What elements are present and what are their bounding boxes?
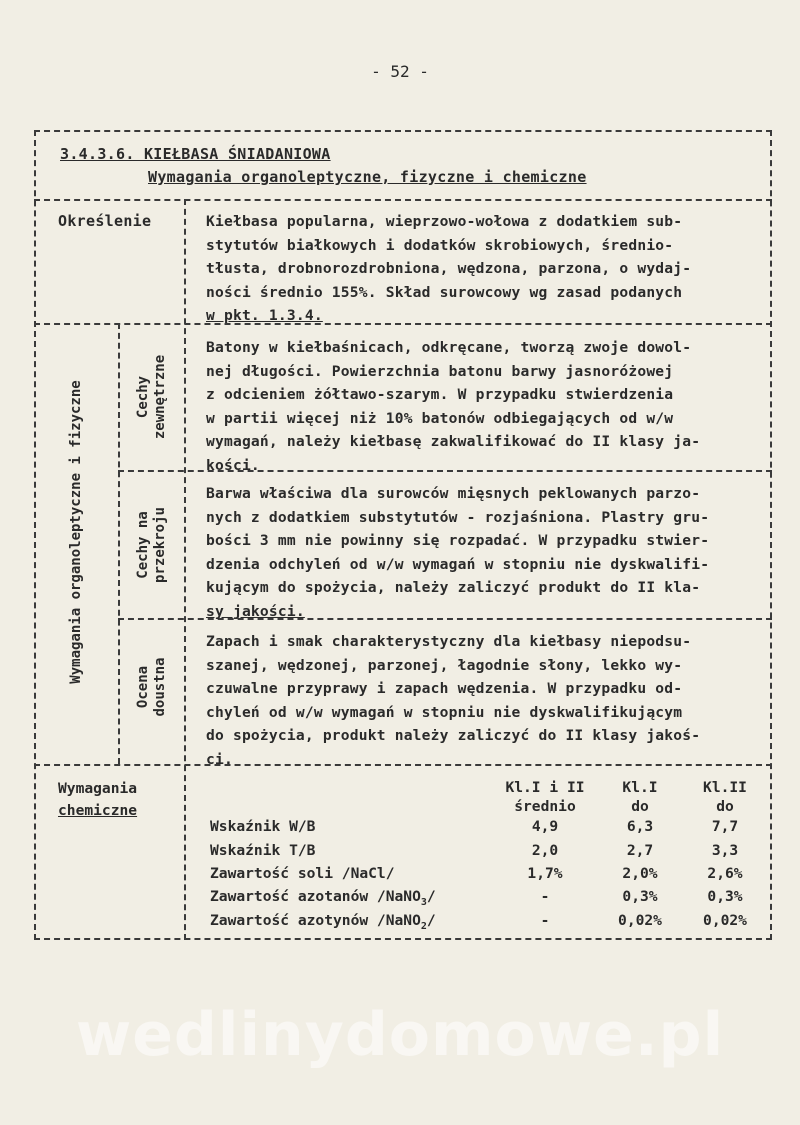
text-line: szanej, wędzonej, parzonej, łagodnie słony, lekko wy- xyxy=(206,656,683,674)
table-cell: - xyxy=(540,912,550,929)
definition-text xyxy=(206,210,758,328)
text-line: sy jakości. xyxy=(206,602,305,620)
row-name-text: Zawartość azotynów /NaNO xyxy=(210,912,421,929)
table-cell: 7,7 xyxy=(711,818,739,835)
text-line: stytutów białkowych i dodatków skrobiowych, średnio- xyxy=(206,236,674,254)
table-cell: - xyxy=(540,888,550,905)
row-name-subscript: 3 xyxy=(420,896,427,908)
table-cell: 0,3% xyxy=(707,888,743,905)
column-header-line: Kl.II xyxy=(703,779,747,796)
text-line: z odcieniem żółtawo-szarym. W przypadku stwierdzenia xyxy=(206,386,674,403)
text-line: tłusta, drobnorozdrobniona, wędzona, parzona, o wydaj- xyxy=(206,260,692,277)
column-header-line: do xyxy=(716,798,734,815)
row-label-line: Ocena xyxy=(135,665,151,709)
row-label-line: zewnętrzne xyxy=(152,354,168,440)
table-cell: 2,6% xyxy=(707,865,743,882)
chemical-label xyxy=(58,778,137,822)
table-cell: 0,3% xyxy=(622,888,658,905)
row-name: Wskaźnik W/B xyxy=(210,818,316,835)
row-label-line: przekroju xyxy=(152,507,168,583)
text-line: kości. xyxy=(206,456,260,474)
text-line: chyleń od w/w wymagań w stopniu nie dyskwalifikującym xyxy=(206,703,683,721)
row-name-text: / xyxy=(426,912,436,929)
text-line: Barwa właściwa dla surowców mięsnych peklowanych parzo- xyxy=(206,485,701,502)
text-line: nych z dodatkiem substytutów - rozjaśniona. Plastry gru- xyxy=(206,508,710,526)
column-header-line: Kl.I xyxy=(622,779,658,796)
divider xyxy=(34,199,772,201)
row-label-line: Cechy xyxy=(135,375,151,419)
page-number: - 52 - xyxy=(371,62,429,81)
oral-evaluation-text xyxy=(206,630,758,771)
section-subtitle: Wymagania organoleptyczne, fizyczne i chemiczne xyxy=(148,168,587,186)
row-name xyxy=(210,912,436,932)
row-label-line: doustna xyxy=(152,657,168,717)
row-name-text: Zawartość azotanów /NaNO xyxy=(210,888,421,905)
text-line: Zapach i smak charakterystyczny dla kiełbasy niepodsu- xyxy=(206,633,692,650)
row-name-text: / xyxy=(426,888,436,905)
cross-section-text xyxy=(206,482,758,623)
definition-label: Określenie xyxy=(58,212,152,230)
column-header-line: do xyxy=(631,798,649,815)
chemical-label-line: chemiczne xyxy=(58,802,138,819)
external-features-text xyxy=(206,336,758,477)
table-cell: 1,7% xyxy=(527,865,563,882)
text-line: wymagań, należy kiełbasę zakwalifikować do II klasy ja- xyxy=(206,433,701,450)
organoleptic-group-label: Wymagania organoleptyczne i fizyczne xyxy=(68,380,84,684)
column-header-line: średnio xyxy=(514,798,576,815)
row-name xyxy=(210,888,436,908)
text-line: Kiełbasa popularna, wieprzowo-wołowa z dodatkiem sub- xyxy=(206,213,683,230)
row-label-line: Cechy na xyxy=(135,511,151,579)
text-line: czuwalne przyprawy i zapach wędzenia. W przypadku od- xyxy=(206,680,683,697)
text-line: kującym do spożycia, należy zaliczyć produkt do II kla- xyxy=(206,579,701,596)
text-line: Batony w kiełbaśnicach, odkręcane, tworzą zwoje dowol- xyxy=(206,339,692,356)
table-cell: 2,0 xyxy=(531,842,559,859)
section-title: 3.4.3.6. KIEŁBASA ŚNIADANIOWA xyxy=(60,145,331,163)
divider xyxy=(118,323,120,764)
text-line: do spożycia, produkt należy zaliczyć do II klasy jakoś- xyxy=(206,727,701,744)
row-name: Zawartość soli /NaCl/ xyxy=(210,865,395,882)
table-cell: 2,0% xyxy=(622,865,658,882)
text-line: dzenia odchyleń od w/w wymagań w stopniu nie dyskwalifi- xyxy=(206,555,710,573)
table-cell: 0,02% xyxy=(618,912,662,929)
table-cell: 6,3 xyxy=(626,818,654,835)
row-label-cross-section xyxy=(135,490,169,600)
table-cell: 2,7 xyxy=(626,842,654,859)
row-label-external xyxy=(135,342,169,452)
text-line: bości 3 mm nie powinny się rozpadać. W przypadku stwier- xyxy=(206,532,710,549)
divider xyxy=(184,199,186,940)
column-header xyxy=(600,778,680,816)
column-header xyxy=(495,778,595,816)
table-cell: 3,3 xyxy=(711,842,739,859)
column-header-line: Kl.I i II xyxy=(505,779,585,796)
table-cell: 4,9 xyxy=(531,818,559,835)
text-line: w partii więcej niż 10% batonów odbiegających od w/w xyxy=(206,409,674,427)
row-label-oral xyxy=(135,632,169,742)
table-cell: 0,02% xyxy=(703,912,747,929)
watermark: wedlinydomowe.pl xyxy=(75,1000,725,1070)
text-line: ności średnio 155%. Skład surowcowy wg zasad podanych xyxy=(206,283,683,301)
row-name: Wskaźnik T/B xyxy=(210,842,316,859)
chemical-label-line: Wymagania xyxy=(58,780,138,797)
text-line: ci. xyxy=(206,750,233,768)
row-name-subscript: 2 xyxy=(420,920,427,932)
column-header xyxy=(685,778,765,816)
text-line: w pkt. 1.3.4. xyxy=(206,307,323,324)
text-line: nej długości. Powierzchnia batonu barwy jasnoróżowej xyxy=(206,362,674,380)
